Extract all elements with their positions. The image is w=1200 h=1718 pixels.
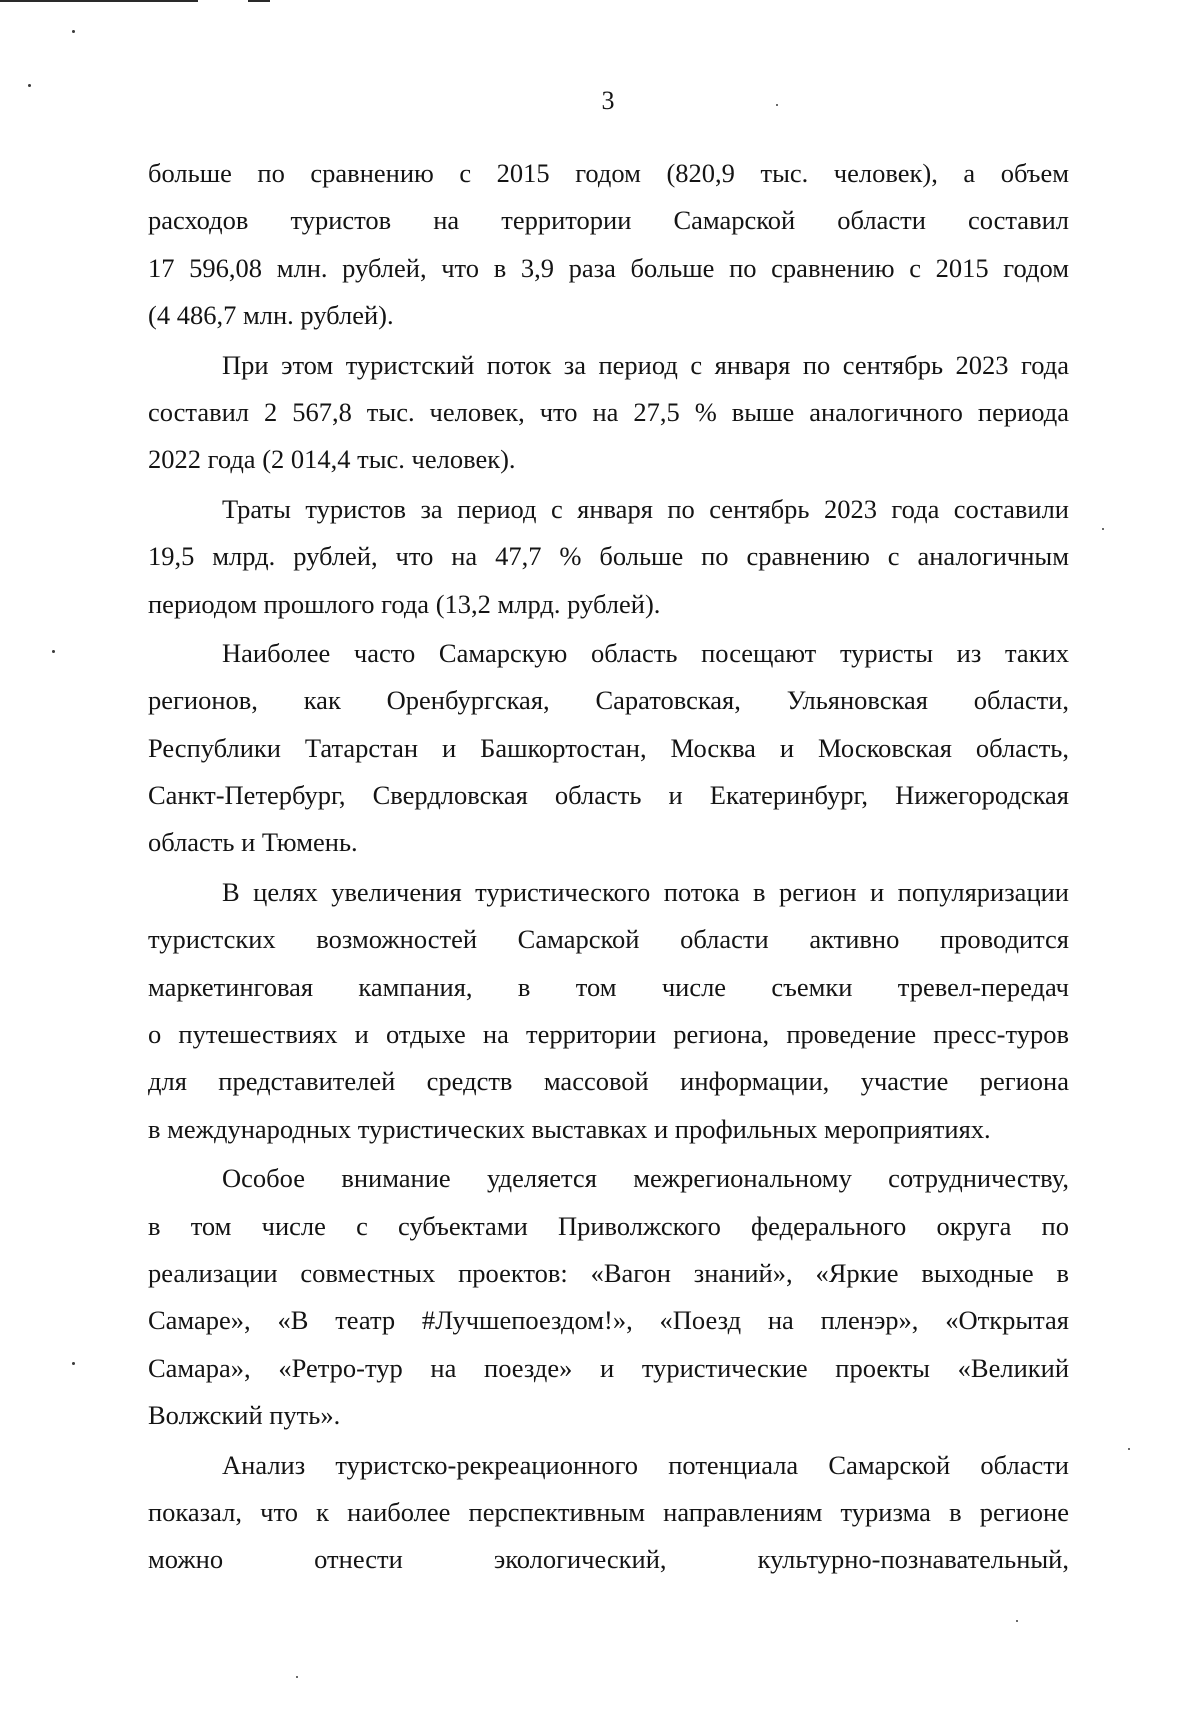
text-line: показал, что к наиболее перспективным направлениям туризма в регионе [148, 1496, 1069, 1527]
text-line: реализации совместных проектов: «Вагон знаний», «Яркие выходные в [148, 1257, 1069, 1288]
text-line: составил 2 567,8 тыс. человек, что на 27,5 % выше аналогичного периода [148, 396, 1069, 427]
paragraph [148, 1155, 1069, 1439]
text-line: Наиболее часто Самарскую область посещают туристы из таких [222, 637, 1069, 668]
text-line: Самара», «Ретро-тур на поезде» и туристические проекты «Великий [148, 1352, 1069, 1383]
text-line: (4 486,7 млн. рублей). [148, 300, 394, 331]
text-line: 2022 года (2 014,4 тыс. человек). [148, 444, 516, 475]
paragraph [148, 150, 1069, 340]
text-line: В целях увеличения туристического потока в регион и популяризации [222, 876, 1069, 907]
text-line: в том числе с субъектами Приволжского федерального округа по [148, 1210, 1069, 1241]
text-line: 19,5 млрд. рублей, что на 47,7 % больше по сравнению с аналогичным [148, 541, 1069, 572]
scan-speck [1128, 1448, 1130, 1450]
scan-speck [72, 1362, 75, 1365]
document-body [148, 150, 1069, 1584]
text-line: Санкт-Петербург, Свердловская область и Екатеринбург, Нижегородская [148, 780, 1069, 811]
scan-top-rule [0, 0, 198, 2]
scan-speck [1102, 528, 1104, 530]
text-line: Самаре», «В театр #Лучшепоездом!», «Поезд на пленэр», «Открытая [148, 1305, 1069, 1336]
text-line: можно отнести экологический, культурно-познавательный, [148, 1544, 1069, 1575]
paragraph [148, 342, 1069, 484]
text-line: для представителей средств массовой информации, участие региона [148, 1066, 1069, 1097]
text-line: в международных туристических выставках и профильных мероприятиях. [148, 1113, 991, 1144]
text-line: область и Тюмень. [148, 827, 358, 858]
scan-top-rule-short [248, 0, 270, 2]
text-line: регионов, как Оренбургская, Саратовская, Ульяновская области, [148, 685, 1069, 716]
text-line: 17 596,08 млн. рублей, что в 3,9 раза больше по сравнению с 2015 годом [148, 252, 1069, 283]
text-line: туристских возможностей Самарской области активно проводится [148, 924, 1069, 955]
text-line: маркетинговая кампания, в том числе съемки тревел-передач [148, 971, 1069, 1002]
text-line: периодом прошлого года (13,2 млрд. рублей). [148, 588, 661, 619]
paragraph [148, 486, 1069, 628]
paragraph [148, 1442, 1069, 1584]
paragraph [148, 869, 1069, 1153]
text-line: Волжский путь». [148, 1400, 341, 1431]
text-line: Особое внимание уделяется межрегиональному сотрудничеству, [222, 1163, 1069, 1194]
text-line: больше по сравнению с 2015 годом (820,9 тыс. человек), а объем [148, 158, 1069, 188]
text-line: Анализ туристско-рекреационного потенциала Самарской области [222, 1449, 1069, 1480]
text-line: о путешествиях и отдыхе на территории региона, проведение пресс-туров [148, 1019, 1069, 1050]
text-line: При этом туристский поток за период с января по сентябрь 2023 года [222, 349, 1069, 380]
scan-speck [1016, 1620, 1018, 1622]
scan-speck [52, 650, 55, 653]
page-number: 3 [601, 86, 615, 115]
text-line: Траты туристов за период с января по сентябрь 2023 года составили [222, 493, 1069, 524]
text-line: расходов туристов на территории Самарской области составил [148, 205, 1069, 236]
scan-speck [72, 30, 75, 33]
text-line: Республики Татарстан и Башкортостан, Москва и Московская область, [148, 732, 1069, 763]
paragraph [148, 630, 1069, 867]
scan-speck [296, 1676, 298, 1678]
